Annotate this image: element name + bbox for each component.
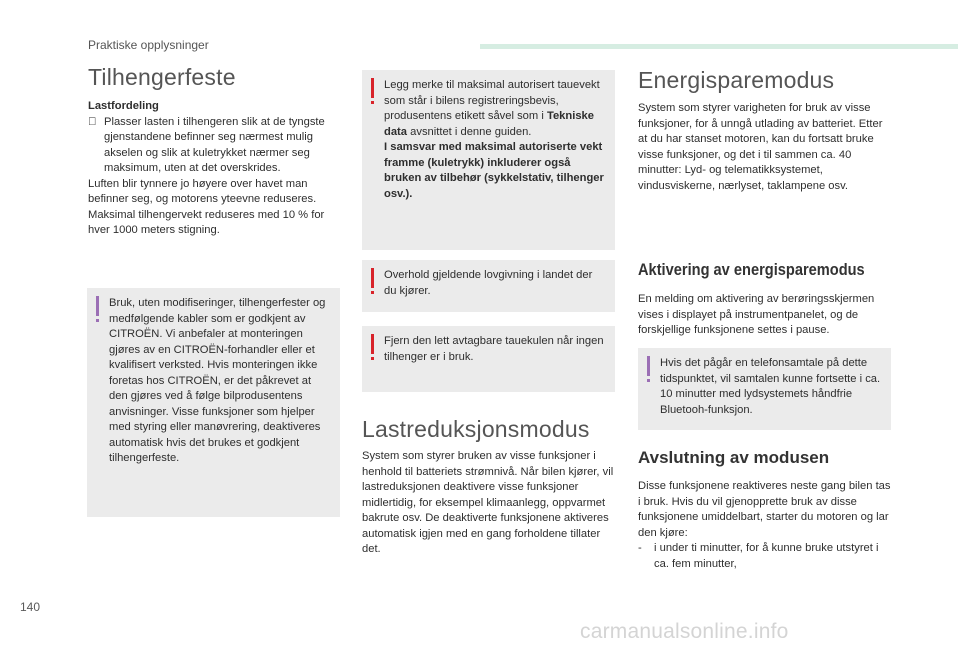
warning-law-text: Overhold gjeldende lovgivning i landet der du kjører. (384, 269, 593, 297)
end-mode-text: Disse funksjonene reaktiveres neste gang bilen tas i bruk. Hvis du vil gjenopprette bruk av disse funksjonene umiddelbart, starter du motoren og lar den kjøre: (638, 480, 891, 539)
info-icon (647, 356, 650, 376)
energisparemodus-title: Energisparemodus (638, 67, 835, 93)
warning-box-towball (362, 326, 615, 392)
end-mode-content (638, 479, 892, 572)
bullet-mark-icon (88, 115, 104, 177)
altitude-paragraph: Luften blir tynnere jo høyere over havet man befinner seg, og motorens yteevne reduseres. Maksimal tilhengervekt reduseres med 10 % for hver 1000 meters stigning. (88, 177, 325, 236)
watermark: carmanualsonline.info (580, 620, 789, 643)
warning-towball-text: Fjern den lett avtagbare tauekulen når ingen tilhenger er i bruk. (384, 335, 604, 363)
warning-icon (371, 78, 374, 98)
tilhengerfeste-content (88, 99, 342, 239)
energisparemodus-text: System som styrer varigheten for bruk av visse funksjoner, for å unngå utlading av batteriet. Etter at du har stanset motoren, kan du fortsatt bruke visse funksjoner, og det i til sammen ca. 40 minutter: Lyd- og telematikksystemet, vindusviskerne, nærlyset, taklampene osv. (638, 102, 883, 192)
info-box-tilhengerfeste (87, 288, 340, 517)
tilhengerfeste-title: Tilhengerfeste (88, 64, 236, 90)
warning-weight-bold-text: I samsvar med maksimal autoriserte vekt framme (kuletrykk) inkluderer også bruken av tilbehør (sykkelstativ, tilhenger osv.). (384, 141, 604, 200)
end-mode-title: Avslutning av modusen (638, 448, 830, 467)
warning-icon (371, 334, 374, 354)
info-phone-text: Hvis det pågår en telefonsamtale på dette tidspunktet, vil samtalen kunne fortsette i ca. 10 minutter med lydsystemets håndfrie Bluetooh-funksjon. (660, 357, 881, 416)
section-accent-bar (480, 44, 958, 49)
warning-icon (371, 268, 374, 288)
bullet-text: Plasser lasten i tilhengeren slik at de tyngste gjenstandene befinner seg nærmest mulig akselen og slik at kuletrykket nærmer seg maksimum, uten at det overskrides. (104, 115, 325, 174)
section-label: Praktiske opplysninger (88, 38, 209, 52)
dash-bullet-mark: - (638, 542, 642, 554)
info-box-text: Bruk, uten modifiseringer, tilhengerfester og medfølgende kabler som er godkjent av CITROËN. Vi anbefaler at monteringen gjøres av en CITROËN-forhandler eller et kvalifisert verksted. Hvis monteringen ikke foretas hos CITROËN, er det påkrevet at den gjøres ved å følge bilprodusentens anvisninger. Visse funksjoner som hjelper med styring eller manøvrering, deaktiveres automatisk hvis det brukes et godkjent tilhengerfeste. (109, 297, 326, 464)
info-box-phone (638, 348, 891, 430)
end-mode-bullet-text: i under ti minutter, for å kunne bruke utstyret i ca. fem minutter, (654, 542, 879, 570)
info-icon (96, 296, 99, 316)
end-mode-bullet (638, 541, 892, 572)
page-number: 140 (20, 600, 41, 614)
warning-weight-text: Legg merke til maksimal autorisert tauevekt som står i bilens registreringsbevis, produsentens etikett såvel som i Tekniske data avsnittet i denne guiden. (384, 79, 600, 138)
warning-box-weight (362, 70, 615, 250)
activation-text: En melding om aktivering av berøringsskjermen vises i displayet på instrumentpanelet, og de forskjellige funksjonene settes i pause. (638, 293, 875, 336)
lastfordeling-subtitle: Lastfordeling (88, 100, 159, 112)
lastfordeling-bullet (88, 115, 342, 177)
activation-title: Aktivering av energisparemodus (638, 260, 865, 279)
lastreduksjon-text: System som styrer bruken av visse funksjoner i henhold til batteriets strømnivå. Når bilen kjører, vil lastreduksjonen deaktivere visse funksjoner midlertidig, for eksempel klimaanlegg, oppvarmet bakrute osv. De deaktiverte funksjonene aktiveres automatisk igjen med en gang forholdene tillater det. (362, 450, 614, 555)
lastreduksjon-title: Lastreduksjonsmodus (362, 416, 590, 442)
warning-box-law (362, 260, 615, 312)
warning-box-text (384, 78, 605, 202)
